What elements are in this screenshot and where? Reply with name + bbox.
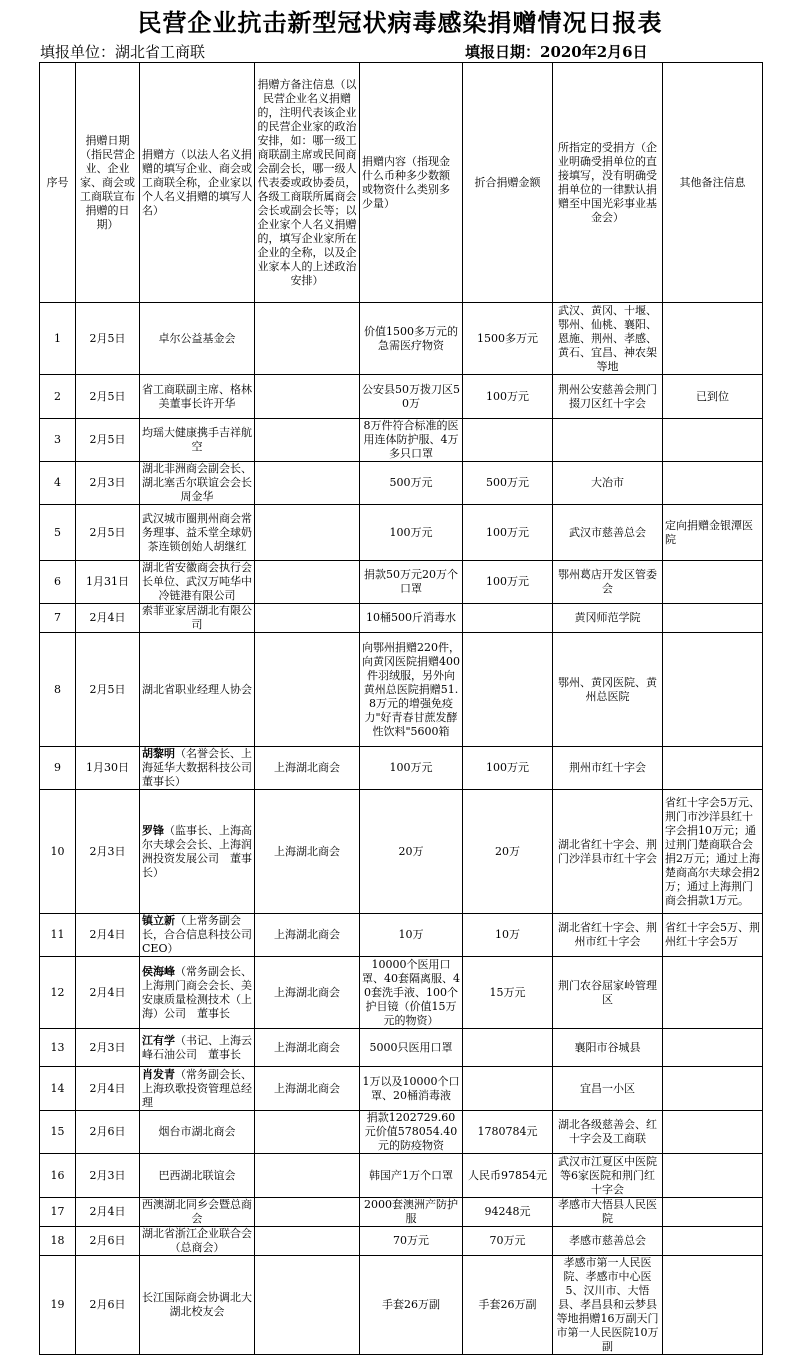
cell-no: 4 [40, 462, 76, 505]
table-row [40, 914, 763, 957]
donor-name: 罗锋 [142, 823, 164, 837]
cell-date: 2月5日 [76, 633, 140, 747]
donor-detail: 湖北省安徽商会执行会长单位、武汉万吨华中冷链港有限公司 [142, 561, 252, 602]
donor-detail: 武汉城市圈荆州商会常务理事、益禾堂全球奶茶连锁创始人胡继红 [142, 511, 252, 553]
cell-recipient: 武汉、黄冈、十堰、鄂州、仙桃、襄阳、恩施、荆州、孝感、黄石、宜昌、神农架等地 [553, 303, 663, 375]
cell-donor [140, 303, 255, 375]
cell-donor-note [255, 561, 360, 604]
reporting-date: 填报日期：2020年2月6日 [465, 43, 648, 61]
cell-no: 9 [40, 747, 76, 790]
table-row [40, 790, 763, 914]
cell-donor [140, 1198, 255, 1227]
donor-detail: （上常务副会长，合合信息科技公司CEO） [142, 914, 252, 955]
cell-no: 17 [40, 1198, 76, 1227]
cell-content: 8万件符合标准的医用连体防护服、4万多只口罩 [360, 419, 463, 462]
donor-detail: 西澳湖北同乡会暨总商会 [142, 1198, 252, 1225]
cell-content: 公安县50万拨刀区50万 [360, 375, 463, 419]
cell-donor [140, 419, 255, 462]
cell-other [663, 1029, 763, 1067]
cell-amount: 1500多万元 [463, 303, 553, 375]
cell-donor [140, 1029, 255, 1067]
cell-no: 11 [40, 914, 76, 957]
cell-date: 2月4日 [76, 914, 140, 957]
cell-amount [463, 604, 553, 633]
header-cell: 捐赠方备注信息（以民营企业名义捐赠的，注明代表该企业的民营企业家的政治安排，如：哪一级工商联副主席或民间商会副会长，哪一级人代表委或政协委员，各级工商联所属商会会长或副会长等；以企业家个人名义捐赠的，填写企业家所在企业的全称，以及企业家本人的上述政治安排） [255, 63, 360, 303]
header-cell: 捐赠日期（指民营企业、企业家、商会或工商联宣布捐赠的日期） [76, 63, 140, 303]
cell-amount: 70万元 [463, 1227, 553, 1256]
donor-detail: （名誉会长、上海延华大数据科技公司 董事长） [142, 747, 263, 788]
table-row [40, 604, 763, 633]
donor-name: 江有学 [142, 1033, 175, 1047]
cell-amount: 500万元 [463, 462, 553, 505]
cell-content: 20万 [360, 790, 463, 914]
donor-name: 侯海峰 [142, 964, 175, 978]
cell-donor-note [255, 375, 360, 419]
cell-other [663, 462, 763, 505]
donor-detail: 巴西湖北联谊会 [158, 1168, 236, 1182]
cell-donor-note: 上海湖北商会 [255, 1029, 360, 1067]
cell-donor-note [255, 1154, 360, 1198]
cell-date: 2月5日 [76, 419, 140, 462]
cell-other: 省红十字会5万、荆州红十字会5万 [663, 914, 763, 957]
cell-date: 2月3日 [76, 1154, 140, 1198]
cell-date: 2月5日 [76, 505, 140, 561]
cell-date: 1月30日 [76, 747, 140, 790]
cell-donor-note [255, 303, 360, 375]
cell-content: 价值1500多万元的急需医疗物资 [360, 303, 463, 375]
cell-amount: 10万 [463, 914, 553, 957]
cell-no: 5 [40, 505, 76, 561]
cell-donor-note: 上海湖北商会 [255, 914, 360, 957]
cell-amount: 人民币97854元 [463, 1154, 553, 1198]
table-row [40, 505, 763, 561]
cell-donor-note: 上海湖北商会 [255, 1067, 360, 1111]
cell-amount [463, 1067, 553, 1111]
donor-detail: 烟台市湖北商会 [158, 1125, 236, 1138]
cell-amount: 100万元 [463, 747, 553, 790]
cell-date: 2月5日 [76, 303, 140, 375]
header-cell: 其他备注信息 [663, 63, 763, 303]
table-row [40, 419, 763, 462]
cell-no: 2 [40, 375, 76, 419]
cell-content: 100万元 [360, 505, 463, 561]
cell-amount: 15万元 [463, 957, 553, 1029]
cell-no: 12 [40, 957, 76, 1029]
cell-donor [140, 1067, 255, 1111]
cell-no: 1 [40, 303, 76, 375]
header-cell: 所指定的受捐方（企业明确受捐单位的直接填写，没有明确受捐单位的一律默认捐赠至中国光彩事业基金会） [553, 63, 663, 303]
cell-content: 10000个医用口罩、40套隔离服、40套洗手液、100个护目镜（价值15万元的物资） [360, 957, 463, 1029]
cell-date: 2月5日 [76, 375, 140, 419]
cell-amount: 1780784元 [463, 1111, 553, 1154]
table-row [40, 747, 763, 790]
cell-other: 定向捐赠金银潭医院 [663, 505, 763, 561]
cell-recipient: 襄阳市谷城县 [553, 1029, 663, 1067]
cell-date: 1月31日 [76, 561, 140, 604]
cell-donor-note [255, 604, 360, 633]
reporting-unit: 填报单位：湖北省工商联 [40, 43, 206, 61]
cell-other [663, 957, 763, 1029]
cell-content: 10桶500斤消毒水 [360, 604, 463, 633]
cell-donor-note: 上海湖北商会 [255, 957, 360, 1029]
cell-date: 2月3日 [76, 790, 140, 914]
cell-content: 70万元 [360, 1227, 463, 1256]
cell-amount: 100万元 [463, 505, 553, 561]
cell-other [663, 747, 763, 790]
cell-other [663, 1067, 763, 1111]
cell-amount: 手套26万副 [463, 1256, 553, 1355]
donor-name: 胡黎明 [142, 747, 175, 760]
header-cell: 捐赠内容（指现金什么币种多少数额或物资什么类别多少量） [360, 63, 463, 303]
cell-amount: 100万元 [463, 561, 553, 604]
cell-donor [140, 375, 255, 419]
cell-donor [140, 604, 255, 633]
cell-donor-note: 上海湖北商会 [255, 747, 360, 790]
cell-no: 16 [40, 1154, 76, 1198]
cell-date: 2月6日 [76, 1111, 140, 1154]
cell-date: 2月4日 [76, 604, 140, 633]
cell-donor [140, 914, 255, 957]
cell-recipient: 孝感市大悟县人民医院 [553, 1198, 663, 1227]
cell-content: 500万元 [360, 462, 463, 505]
table-row [40, 1256, 763, 1355]
cell-recipient: 黄冈师范学院 [553, 604, 663, 633]
cell-recipient: 孝感市慈善总会 [553, 1227, 663, 1256]
cell-amount: 100万元 [463, 375, 553, 419]
cell-other: 省红十字会5万元、荆门市沙洋县红十字会捐10万元；通过荆门楚商联合会捐2万元；通过上海楚商高尔夫球会捐2万；通过上海荆门商会捐款1万元。 [663, 790, 763, 914]
cell-donor-note [255, 633, 360, 747]
cell-recipient: 鄂州葛店开发区管委会 [553, 561, 663, 604]
cell-content: 捐款50万元20万个口罩 [360, 561, 463, 604]
table-row [40, 1198, 763, 1227]
cell-content: 2000套澳洲产防护服 [360, 1198, 463, 1227]
cell-date: 2月6日 [76, 1227, 140, 1256]
cell-recipient: 荆门农谷屈家岭管理区 [553, 957, 663, 1029]
header-cell: 捐赠方（以法人名义捐赠的填写企业、商会或工商联全称，企业家以个人名义捐赠的填写人名） [140, 63, 255, 303]
cell-donor-note [255, 505, 360, 561]
cell-date: 2月4日 [76, 957, 140, 1029]
cell-no: 18 [40, 1227, 76, 1256]
table-header-row [40, 63, 763, 303]
cell-amount: 94248元 [463, 1198, 553, 1227]
donation-table [39, 62, 763, 1355]
cell-recipient: 湖北省红十字会、荆州市红十字会 [553, 914, 663, 957]
cell-content: 1万以及10000个口罩、20桶消毒液 [360, 1067, 463, 1111]
cell-content: 韩国产1万个口罩 [360, 1154, 463, 1198]
cell-donor-note: 上海湖北商会 [255, 790, 360, 914]
cell-date: 2月6日 [76, 1256, 140, 1355]
cell-other [663, 1256, 763, 1355]
cell-donor-note [255, 462, 360, 505]
donor-detail: 湖北省职业经理人协会 [142, 682, 252, 696]
cell-donor [140, 633, 255, 747]
cell-donor-note [255, 1256, 360, 1355]
cell-other [663, 1154, 763, 1198]
cell-recipient: 荆州公安慈善会荆门掇刀区红十字会 [553, 375, 663, 419]
donor-detail: 湖北省浙江企业联合会（总商会） [142, 1227, 252, 1254]
table-row [40, 1067, 763, 1111]
cell-donor [140, 747, 263, 790]
cell-amount [463, 419, 553, 462]
cell-other [663, 604, 763, 633]
table-row [40, 1154, 763, 1198]
cell-no: 3 [40, 419, 76, 462]
donor-detail: 省工商联副主席、格林美董事长许开华 [142, 382, 252, 410]
table-row [40, 561, 763, 604]
cell-other [663, 1111, 763, 1154]
donor-detail: （常务副会长、上海荆门商会会长、美安康质量检测技术（上海）公司 董事长 [142, 964, 252, 1020]
table-row [40, 1029, 763, 1067]
cell-other [663, 1198, 763, 1227]
cell-other [663, 561, 763, 604]
table-row [40, 1227, 763, 1256]
donor-detail: （监事长、上海高尔夫球会会长、上海润洲投资发展公司 董事长） [142, 823, 252, 879]
cell-no: 6 [40, 561, 76, 604]
cell-amount: 20万 [463, 790, 553, 914]
cell-content: 手套26万副 [360, 1256, 463, 1355]
donor-detail: 湖北非洲商会副会长、湖北塞舌尔联谊会会长周金华 [142, 462, 252, 503]
table-row [40, 462, 763, 505]
header-cell: 折合捐赠金额 [463, 63, 553, 303]
header-cell: 序号 [40, 63, 76, 303]
cell-no: 14 [40, 1067, 76, 1111]
cell-date: 2月4日 [76, 1067, 140, 1111]
cell-recipient [553, 419, 663, 462]
donor-detail: 长江国际商会协调北大湖北校友会 [142, 1291, 252, 1318]
cell-no: 7 [40, 604, 76, 633]
table-row [40, 303, 763, 375]
cell-recipient: 武汉市江夏区中医院等6家医院和荆门红十字会 [553, 1154, 663, 1198]
cell-donor [140, 957, 255, 1029]
donor-detail: 卓尔公益基金会 [158, 331, 236, 345]
cell-recipient: 宜昌一小区 [553, 1067, 663, 1111]
donor-detail: 索菲亚家居湖北有限公司 [142, 604, 252, 631]
cell-recipient: 鄂州、黄冈医院、黄州总医院 [553, 633, 663, 747]
cell-date: 2月3日 [76, 462, 140, 505]
cell-amount [463, 1029, 553, 1067]
cell-recipient: 湖北各级慈善会、红十字会及工商联 [553, 1111, 663, 1154]
cell-recipient: 武汉市慈善总会 [553, 505, 663, 561]
cell-no: 13 [40, 1029, 76, 1067]
cell-donor [140, 1154, 255, 1198]
cell-content: 捐款1202729.60元价值578054.40元的防疫物资 [360, 1111, 463, 1154]
cell-amount [463, 633, 553, 747]
cell-donor [140, 1227, 255, 1256]
donor-name: 镇立新 [142, 914, 175, 927]
cell-content: 5000只医用口罩 [360, 1029, 463, 1067]
cell-donor-note [255, 1227, 360, 1256]
cell-donor [140, 462, 255, 505]
cell-no: 19 [40, 1256, 76, 1355]
cell-donor [140, 561, 255, 604]
cell-donor [140, 790, 255, 914]
table-row [40, 957, 763, 1029]
cell-other: 已到位 [663, 375, 763, 419]
table-body [40, 303, 763, 1355]
cell-content: 向鄂州捐赠220件，向黄冈医院捐赠400件羽绒服，另外向黄州总医院捐赠51.8万元的增强免疫力"好青春甘蔗发酵性饮料"5600箱 [360, 633, 463, 747]
cell-date: 2月3日 [76, 1029, 140, 1067]
cell-content: 100万元 [360, 747, 463, 790]
cell-donor [140, 1111, 255, 1154]
cell-other [663, 1227, 763, 1256]
donor-detail: （常务副会长、上海玖歌投资管理总经理 [142, 1067, 252, 1109]
table-row [40, 1111, 763, 1154]
cell-date: 2月4日 [76, 1198, 140, 1227]
cell-recipient: 荆州市红十字会 [553, 747, 663, 790]
table-row [40, 633, 763, 747]
cell-other [663, 419, 763, 462]
cell-recipient: 大冶市 [553, 462, 663, 505]
donor-detail: （书记、上海云峰石油公司 董事长 [142, 1033, 252, 1061]
cell-no: 15 [40, 1111, 76, 1154]
cell-donor [140, 505, 255, 561]
cell-no: 10 [40, 790, 76, 914]
cell-recipient: 湖北省红十字会、荆门沙洋县市红十字会 [553, 790, 663, 914]
cell-no: 8 [40, 633, 76, 747]
cell-recipient: 孝感市第一人民医院、孝感市中心医5、汉川市、大悟县、孝昌县和云梦县等地捐赠16万副天门市第一人民医院10万副 [553, 1256, 663, 1355]
cell-donor-note [255, 419, 360, 462]
donor-detail: 均瑶大健康携手吉祥航空 [142, 426, 252, 453]
cell-other [663, 303, 763, 375]
cell-other [663, 633, 763, 747]
donor-name: 肖发青 [142, 1067, 175, 1081]
table-row [40, 375, 763, 419]
cell-donor [140, 1256, 255, 1355]
cell-donor-note [255, 1111, 360, 1154]
cell-content: 10万 [360, 914, 463, 957]
cell-donor-note [255, 1198, 360, 1227]
report-title: 民营企业抗击新型冠状病毒感染捐赠情况日报表 [137, 8, 663, 37]
